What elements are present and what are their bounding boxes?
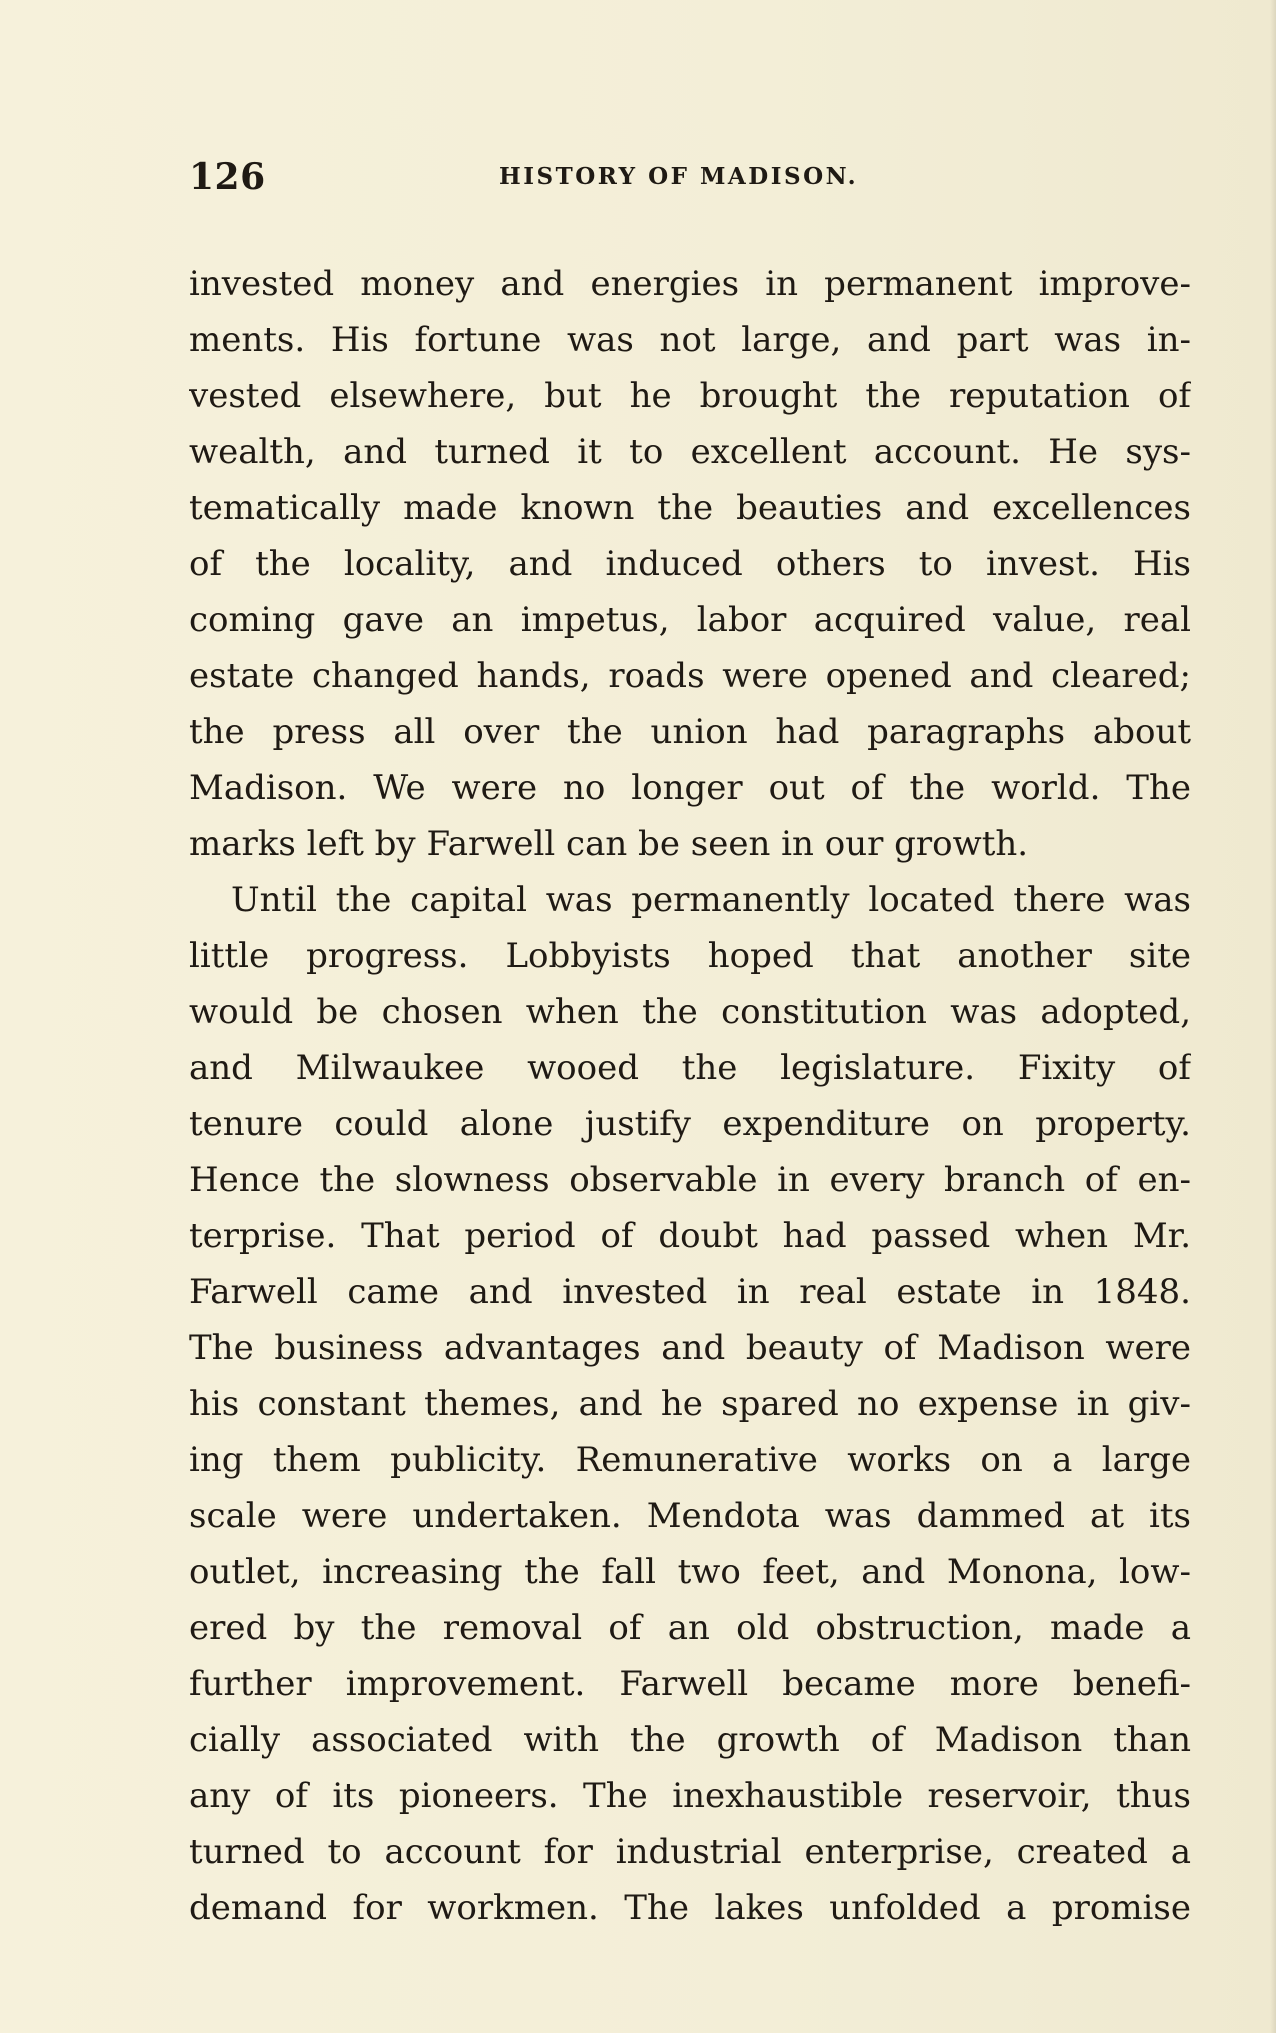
text-line: Until the capital was permanently located there was xyxy=(231,880,1191,920)
text-line: turned to account for industrial enterprise, created a xyxy=(189,1832,1191,1872)
text-line: his constant themes, and he spared no expense in giv- xyxy=(189,1384,1191,1424)
body-text xyxy=(189,256,1191,1936)
text-line: little progress. Lobbyists hoped that another site xyxy=(189,936,1191,976)
text-line: cially associated with the growth of Madison than xyxy=(189,1720,1191,1760)
text-line: The business advantages and beauty of Madison were xyxy=(189,1328,1191,1368)
text-line: Farwell came and invested in real estate in 1848. xyxy=(189,1272,1191,1312)
text-line: ered by the removal of an old obstruction, made a xyxy=(189,1608,1191,1648)
running-title: HISTORY OF MADISON. xyxy=(499,163,859,190)
text-line: marks left by Farwell can be seen in our growth. xyxy=(189,824,1029,864)
text-line: demand for workmen. The lakes unfolded a promise xyxy=(189,1888,1191,1928)
text-line: tenure could alone justify expenditure on property. xyxy=(189,1104,1191,1144)
text-line: scale were undertaken. Mendota was dammed at its xyxy=(189,1496,1191,1536)
text-line: vested elsewhere, but he brought the reputation of xyxy=(189,376,1191,416)
text-line: coming gave an impetus, labor acquired value, real xyxy=(189,600,1191,640)
text-line: Hence the slowness observable in every branch of en- xyxy=(189,1160,1191,1200)
text-line: Madison. We were no longer out of the world. The xyxy=(189,768,1191,808)
page-number: 126 xyxy=(189,156,266,198)
text-line: estate changed hands, roads were opened and cleared; xyxy=(189,656,1191,696)
page-edge-shadow xyxy=(1270,0,1276,2033)
text-line: outlet, increasing the fall two feet, and Monona, low- xyxy=(189,1552,1191,1592)
text-line: any of its pioneers. The inexhaustible reservoir, thus xyxy=(189,1776,1191,1816)
text-line: ing them publicity. Remunerative works on a large xyxy=(189,1440,1191,1480)
text-line: the press all over the union had paragraphs about xyxy=(189,712,1191,752)
text-line: terprise. That period of doubt had passed when Mr. xyxy=(189,1216,1191,1256)
text-line: tematically made known the beauties and excellences xyxy=(189,488,1191,528)
text-line: would be chosen when the constitution was adopted, xyxy=(189,992,1191,1032)
text-line: further improvement. Farwell became more benefi- xyxy=(189,1664,1191,1704)
text-line: ments. His fortune was not large, and part was in- xyxy=(189,320,1191,360)
text-line: wealth, and turned it to excellent account. He sys- xyxy=(189,432,1191,472)
running-head xyxy=(189,152,1191,202)
text-line: invested money and energies in permanent improve- xyxy=(189,264,1191,304)
text-line: of the locality, and induced others to invest. His xyxy=(189,544,1191,584)
text-line: and Milwaukee wooed the legislature. Fixity of xyxy=(189,1048,1191,1088)
